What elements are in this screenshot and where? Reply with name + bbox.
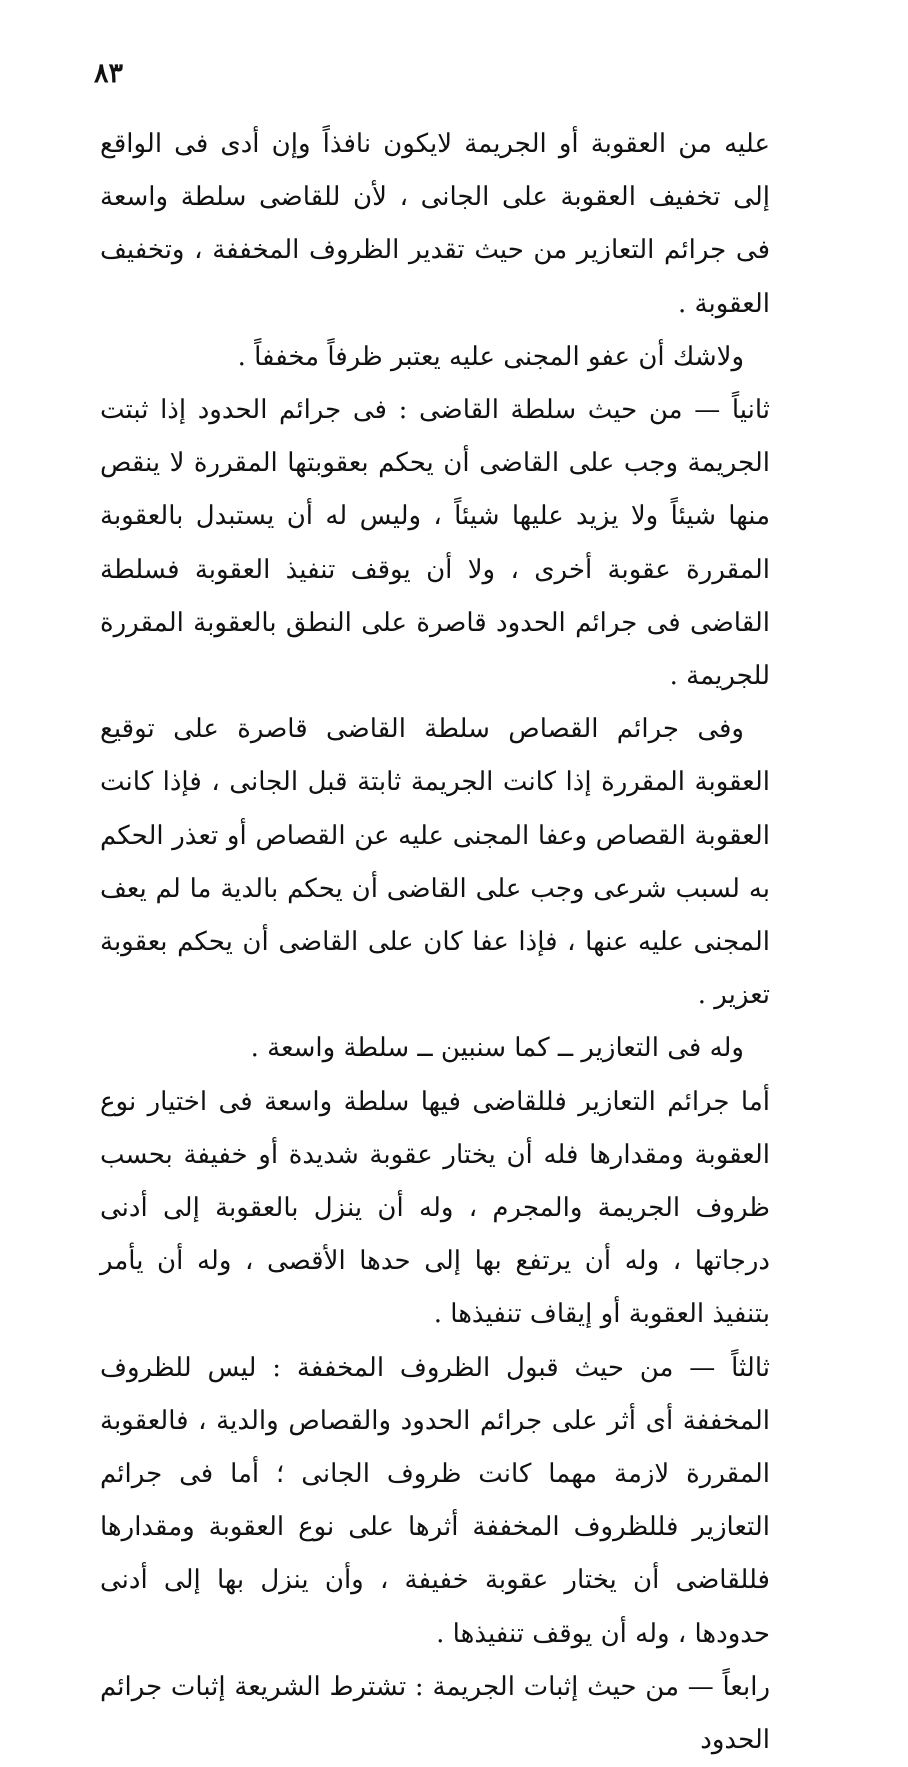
paragraph-2: ولاشك أن عفو المجنى عليه يعتبر ظرفاً مخففاً .: [237, 341, 744, 372]
paragraph-5: وله فى التعازير ــ كما سنبين ــ سلطة واسعة .: [250, 1033, 744, 1064]
paragraph-3: ثانياً — من حيث سلطة القاضى : فى جرائم الحدود إذا ثبتت الجريمة وجب على القاضى أن يحكم بعقوبتها المقررة لا ينقص منها شيئاً ولا يزيد عليها شيئاً ، وليس له أن يستبدل بالعقوبة المقررة عقوبة أخرى ، ولا أن يوقف تنفيذ العقوبة فسلطة القاضى فى جرائم الحدود قاصرة على النطق بالعقوبة المقررة للجريمة .: [100, 395, 770, 692]
paragraph-6: أما جرائم التعازير فللقاضى فيها سلطة واسعة فى اختيار نوع العقوبة ومقدارها فله أن يختار عقوبة شديدة أو خفيفة بحسب ظروف الجريمة والمجرم ، وله أن ينزل بالعقوبة إلى أدنى درجاتها ، وله أن يرتفع بها إلى حدها الأقصى ، وله أن يأمر بتنفيذ العقوبة أو إيقاف تنفيذها .: [100, 1086, 770, 1330]
paragraph-8: رابعاً — من حيث إثبات الجريمة : تشترط الشريعة إثبات جرائم الحدود: [100, 1671, 770, 1756]
paragraph-7: ثالثاً — من حيث قبول الظروف المخففة : ليس للظروف المخففة أى أثر على جرائم الحدود والقصاص والدية ، فالعقوبة المقررة لازمة مهما كانت ظروف الجانى ؛ أما فى جرائم التعازير فللظروف المخففة أثرها على نوع العقوبة ومقدارها فللقاضى أن يختار عقوبة خفيفة ، وأن ينزل بها إلى أدنى حدودها ، وله أن يوقف تنفيذها .: [100, 1352, 770, 1649]
body-text: [100, 118, 770, 1767]
paragraph-1: عليه من العقوبة أو الجريمة لايكون نافذاً وإن أدى فى الواقع إلى تخفيف العقوبة على الجانى ، لأن للقاضى سلطة واسعة فى جرائم التعازير من حيث تقدير الظروف المخففة ، وتخفيف العقوبة .: [100, 129, 770, 319]
paragraph-4: وفى جرائم القصاص سلطة القاضى قاصرة على توقيع العقوبة المقررة إذا كانت الجريمة ثابتة قبل الجانى ، فإذا كانت العقوبة القصاص وعفا المجنى عليه عن القصاص أو تعذر الحكم به لسبب شرعى وجب على القاضى أن يحكم بالدية ما لم يعف المجنى عليه عنها ، فإذا عفا كان على القاضى أن يحكم بعقوبة تعزير .: [100, 714, 770, 1011]
page-number: ٨٣: [94, 58, 124, 89]
